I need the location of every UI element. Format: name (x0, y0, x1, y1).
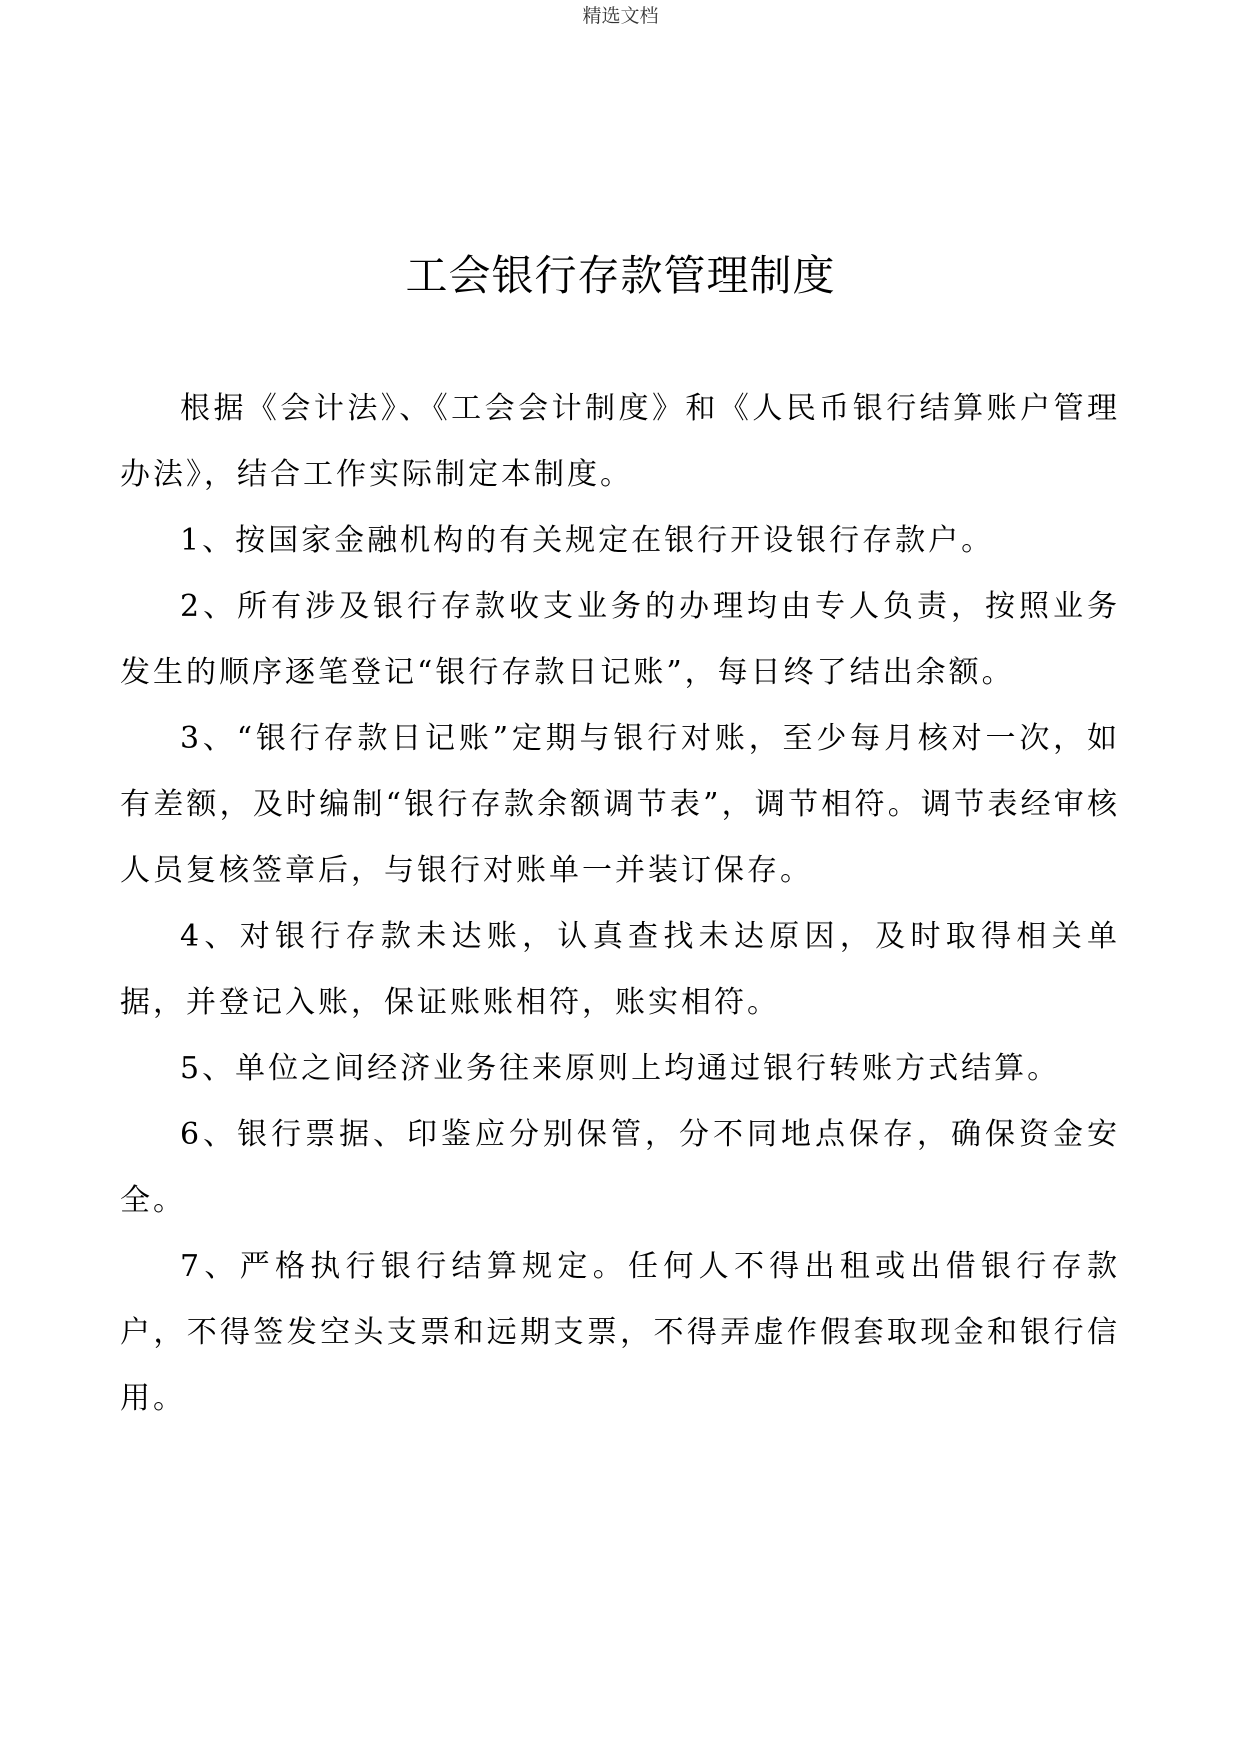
paragraph-item-2: 2、所有涉及银行存款收支业务的办理均由专人负责，按照业务发生的顺序逐笔登记“银行存款日记账”，每日终了结出余额。 (120, 589, 1120, 690)
paragraph-item-1: 1、按国家金融机构的有关规定在银行开设银行存款户。 (180, 523, 995, 558)
paragraph-item-6: 6、银行票据、印鉴应分别保管，分不同地点保存，确保资金安全。 (120, 1117, 1120, 1218)
paragraph-item-7: 7、严格执行银行结算规定。任何人不得出租或出借银行存款户，不得签发空头支票和远期支票，不得弄虚作假套取现金和银行信用。 (120, 1249, 1120, 1416)
paragraph-item-3: 3、“银行存款日记账”定期与银行对账，至少每月核对一次，如有差额，及时编制“银行存款余额调节表”，调节相符。调节表经审核人员复核签章后，与银行对账单一并装订保存。 (120, 721, 1120, 888)
document-title: 工会银行存款管理制度 (405, 251, 836, 300)
paragraph-item-4: 4、对银行存款未达账，认真查找未达原因，及时取得相关单据，并登记入账，保证账账相符，账实相符。 (120, 919, 1120, 1020)
paragraph-intro: 根据《会计法》、《工会会计制度》和《人民币银行结算账户管理办法》，结合工作实际制定本制度。 (120, 391, 1120, 492)
document-body (120, 376, 1120, 1432)
paragraph-item-5: 5、单位之间经济业务往来原则上均通过银行转账方式结算。 (180, 1051, 1061, 1086)
page-header: 精选文档 (582, 5, 659, 27)
